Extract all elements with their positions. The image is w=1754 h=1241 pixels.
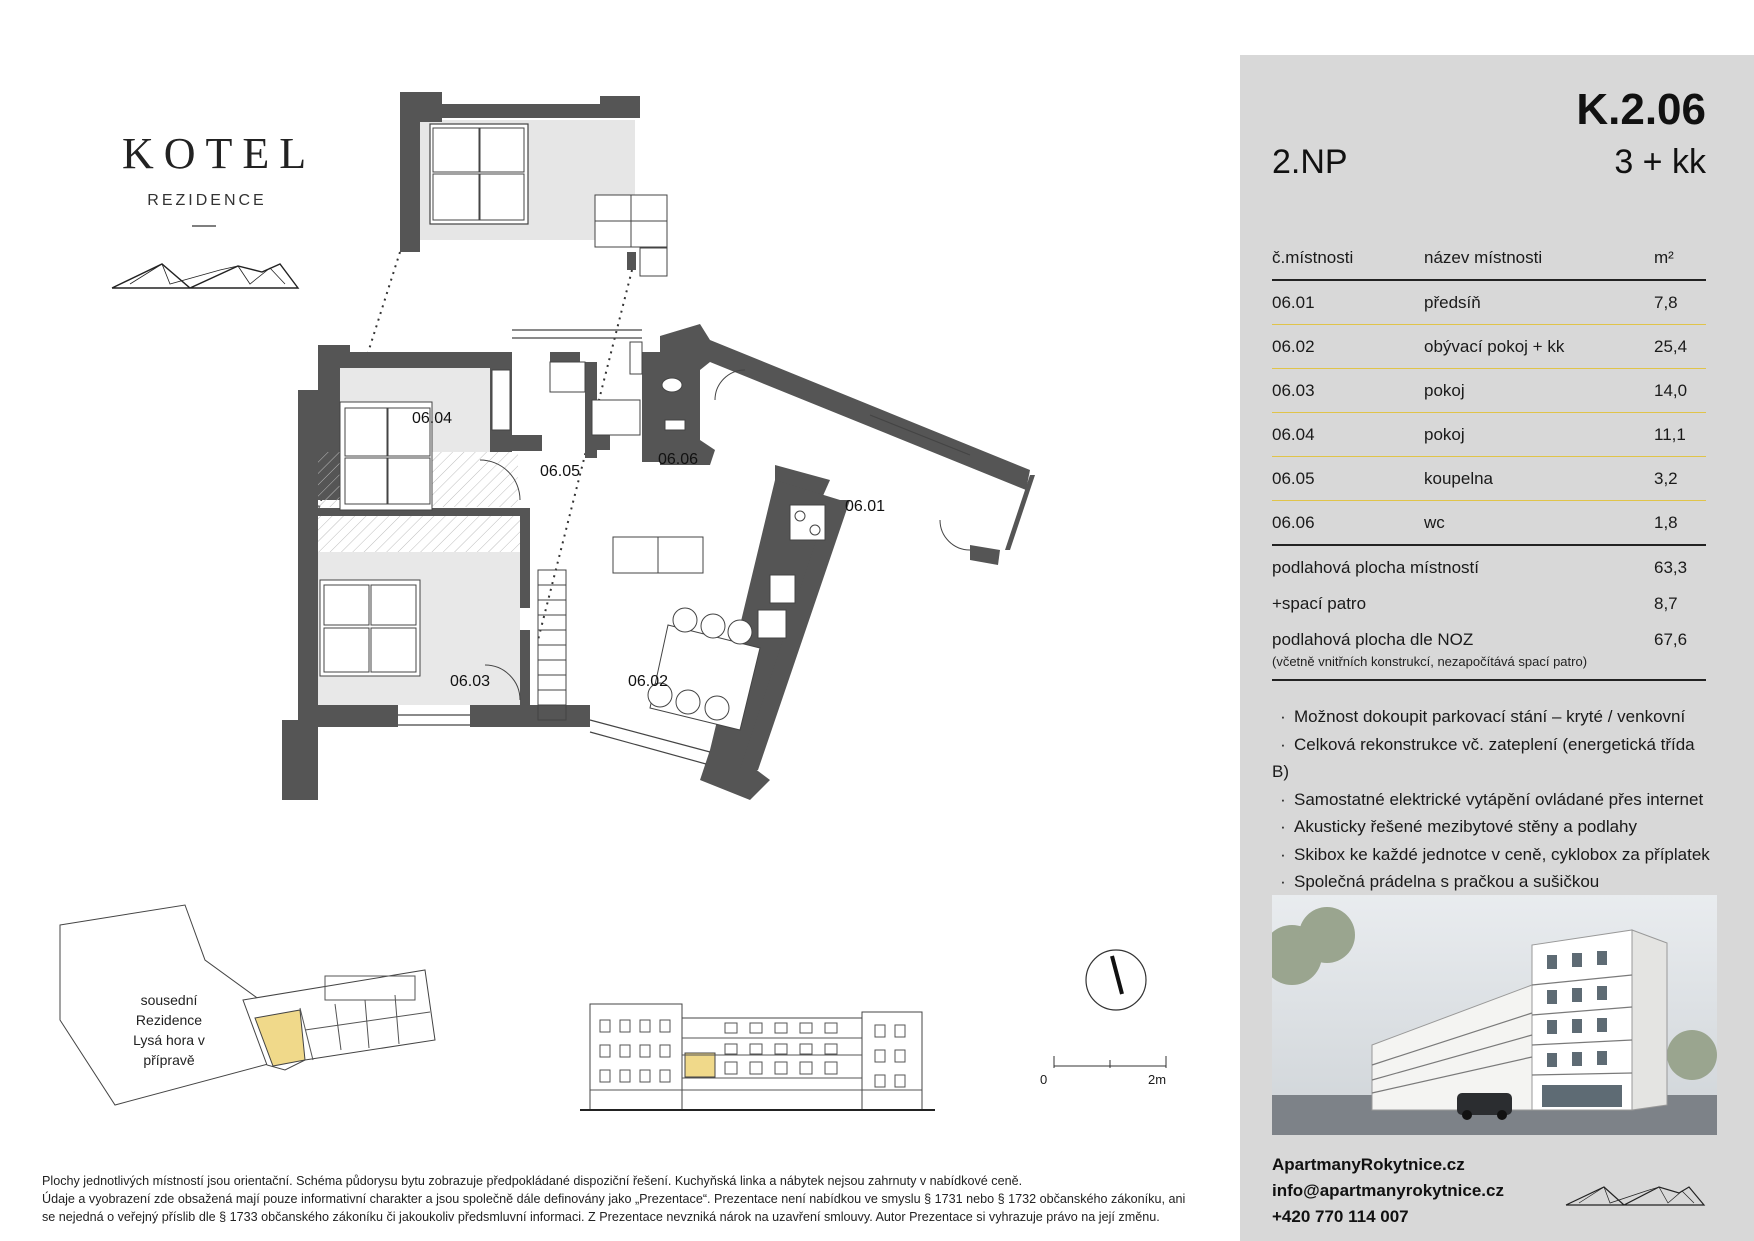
table-row — [1272, 325, 1706, 369]
table-divider — [1272, 679, 1706, 681]
info-panel — [1240, 55, 1754, 1241]
total-label: podlahová plocha dle NOZ — [1272, 630, 1474, 649]
scale-start-label: 0 — [1040, 1072, 1048, 1087]
room-area: 11,1 — [1654, 424, 1686, 444]
total-row — [1272, 550, 1706, 586]
room-label-0604: 06.04 — [412, 410, 453, 427]
logo-subtitle: REZIDENCE — [147, 192, 267, 209]
room-number: 06.03 — [1272, 380, 1315, 400]
room-name: pokoj — [1424, 380, 1465, 400]
room-number: 06.04 — [1272, 424, 1315, 444]
unit-code: K.2.06 — [1576, 85, 1706, 134]
total-value: 8,7 — [1654, 594, 1678, 613]
footer-mountains-icon — [1564, 1173, 1706, 1209]
room-label-0603: 06.03 — [450, 673, 491, 690]
layout-type: 3 + kk — [1614, 143, 1706, 181]
feature-item: · Možnost dokoupit parkovací stání – kryté / venkovní — [1272, 703, 1712, 731]
table-header — [1272, 237, 1706, 281]
total-label: +spací patro — [1272, 594, 1367, 613]
total-value: 67,6 — [1654, 630, 1688, 649]
room-area: 25,4 — [1654, 336, 1688, 356]
floor-plan — [270, 80, 1050, 800]
table-row — [1272, 501, 1706, 546]
room-area: 3,2 — [1654, 468, 1678, 488]
scale-end-label: 2m — [1148, 1072, 1167, 1087]
site-plan — [55, 900, 485, 1120]
building-elevation — [560, 990, 950, 1120]
room-label-0601: 06.01 — [845, 498, 886, 515]
feature-item: · Společná prádelna s pračkou a sušičkou — [1272, 868, 1712, 896]
totals-note: (včetně vnitřních konstrukcí, nezapočítává spací patro) — [1272, 654, 1588, 669]
feature-item: · Skibox ke každé jednotce v ceně, cyklobox za příplatek — [1272, 841, 1712, 869]
header-name: název místnosti — [1424, 248, 1543, 267]
phone-number[interactable]: +420 770 114 007 — [1272, 1207, 1409, 1226]
room-area: 7,8 — [1654, 292, 1678, 312]
table-row — [1272, 457, 1706, 501]
disclaimer-line: se nejedná o veřejný příslib dle § 1733 občanského zákoníku či jakoukoliv předsmluvní informaci. Z Prezentace nevzniká nárok na uzavření smlouvy. Autor Prezentace si vyhrazuje právo na její změnu. — [42, 1210, 1160, 1224]
room-area: 14,0 — [1654, 380, 1688, 400]
mezzanine-inset — [400, 92, 667, 276]
logo-title: KOTEL — [122, 129, 317, 178]
total-row — [1272, 586, 1706, 622]
building-photo — [1272, 895, 1717, 1135]
total-row — [1272, 622, 1706, 658]
disclaimer — [42, 1172, 1212, 1226]
total-label: podlahová plocha místností — [1272, 558, 1479, 577]
contacts — [1272, 1152, 1504, 1230]
table-row — [1272, 369, 1706, 413]
room-name: obývací pokoj + kk — [1424, 336, 1565, 356]
room-label-0606: 06.06 — [658, 451, 699, 468]
room-label-0602: 06.02 — [628, 673, 669, 690]
room-number: 06.05 — [1272, 468, 1315, 488]
disclaimer-line: Údaje a vyobrazení zde obsažená mají pouze informativní charakter a jsou společně dále definovány jako „Prezentace“. Prezentace není nabídkou ve smyslu § 1731 nebo § 1732 občanského zákoníku, ani — [42, 1192, 1186, 1206]
feature-list — [1272, 703, 1712, 896]
feature-item: · Samostatné elektrické vytápění ovládané přes internet — [1272, 786, 1712, 814]
room-number: 06.01 — [1272, 292, 1315, 312]
neighbour-label: sousední Rezidence Lysá hora v přípravě — [133, 992, 205, 1068]
room-name: předsíň — [1424, 292, 1481, 312]
table-row — [1272, 281, 1706, 325]
table-row — [1272, 413, 1706, 457]
floor-label: 2.NP — [1272, 143, 1348, 181]
feature-item: · Celková rekonstrukce vč. zateplení (energetická třída B) — [1272, 731, 1712, 786]
room-name: pokoj — [1424, 424, 1465, 444]
room-number: 06.06 — [1272, 512, 1315, 532]
room-area: 1,8 — [1654, 512, 1678, 532]
header-area: m² — [1654, 248, 1674, 267]
website-link[interactable]: ApartmanyRokytnice.cz — [1272, 1155, 1465, 1174]
room-name: koupelna — [1424, 468, 1494, 488]
scale-bar — [1050, 1052, 1180, 1072]
email-link[interactable]: info@apartmanyrokytnice.cz — [1272, 1181, 1504, 1200]
disclaimer-line: Plochy jednotlivých místností jsou orientační. Schéma půdorysu bytu zobrazuje předpokládané dispoziční řešení. Kuchyňská linka a nábytek nejsou zahrnuty v nabídkové ceně. — [42, 1174, 1023, 1188]
north-arrow-icon — [1084, 948, 1148, 1012]
room-label-0605: 06.05 — [540, 463, 581, 480]
header-number: č.místnosti — [1272, 248, 1354, 267]
room-number: 06.02 — [1272, 336, 1315, 356]
total-value: 63,3 — [1654, 558, 1688, 577]
feature-item: · Akusticky řešené mezibytové stěny a podlahy — [1272, 813, 1712, 841]
room-name: wc — [1424, 512, 1445, 532]
room-table — [1272, 237, 1706, 681]
